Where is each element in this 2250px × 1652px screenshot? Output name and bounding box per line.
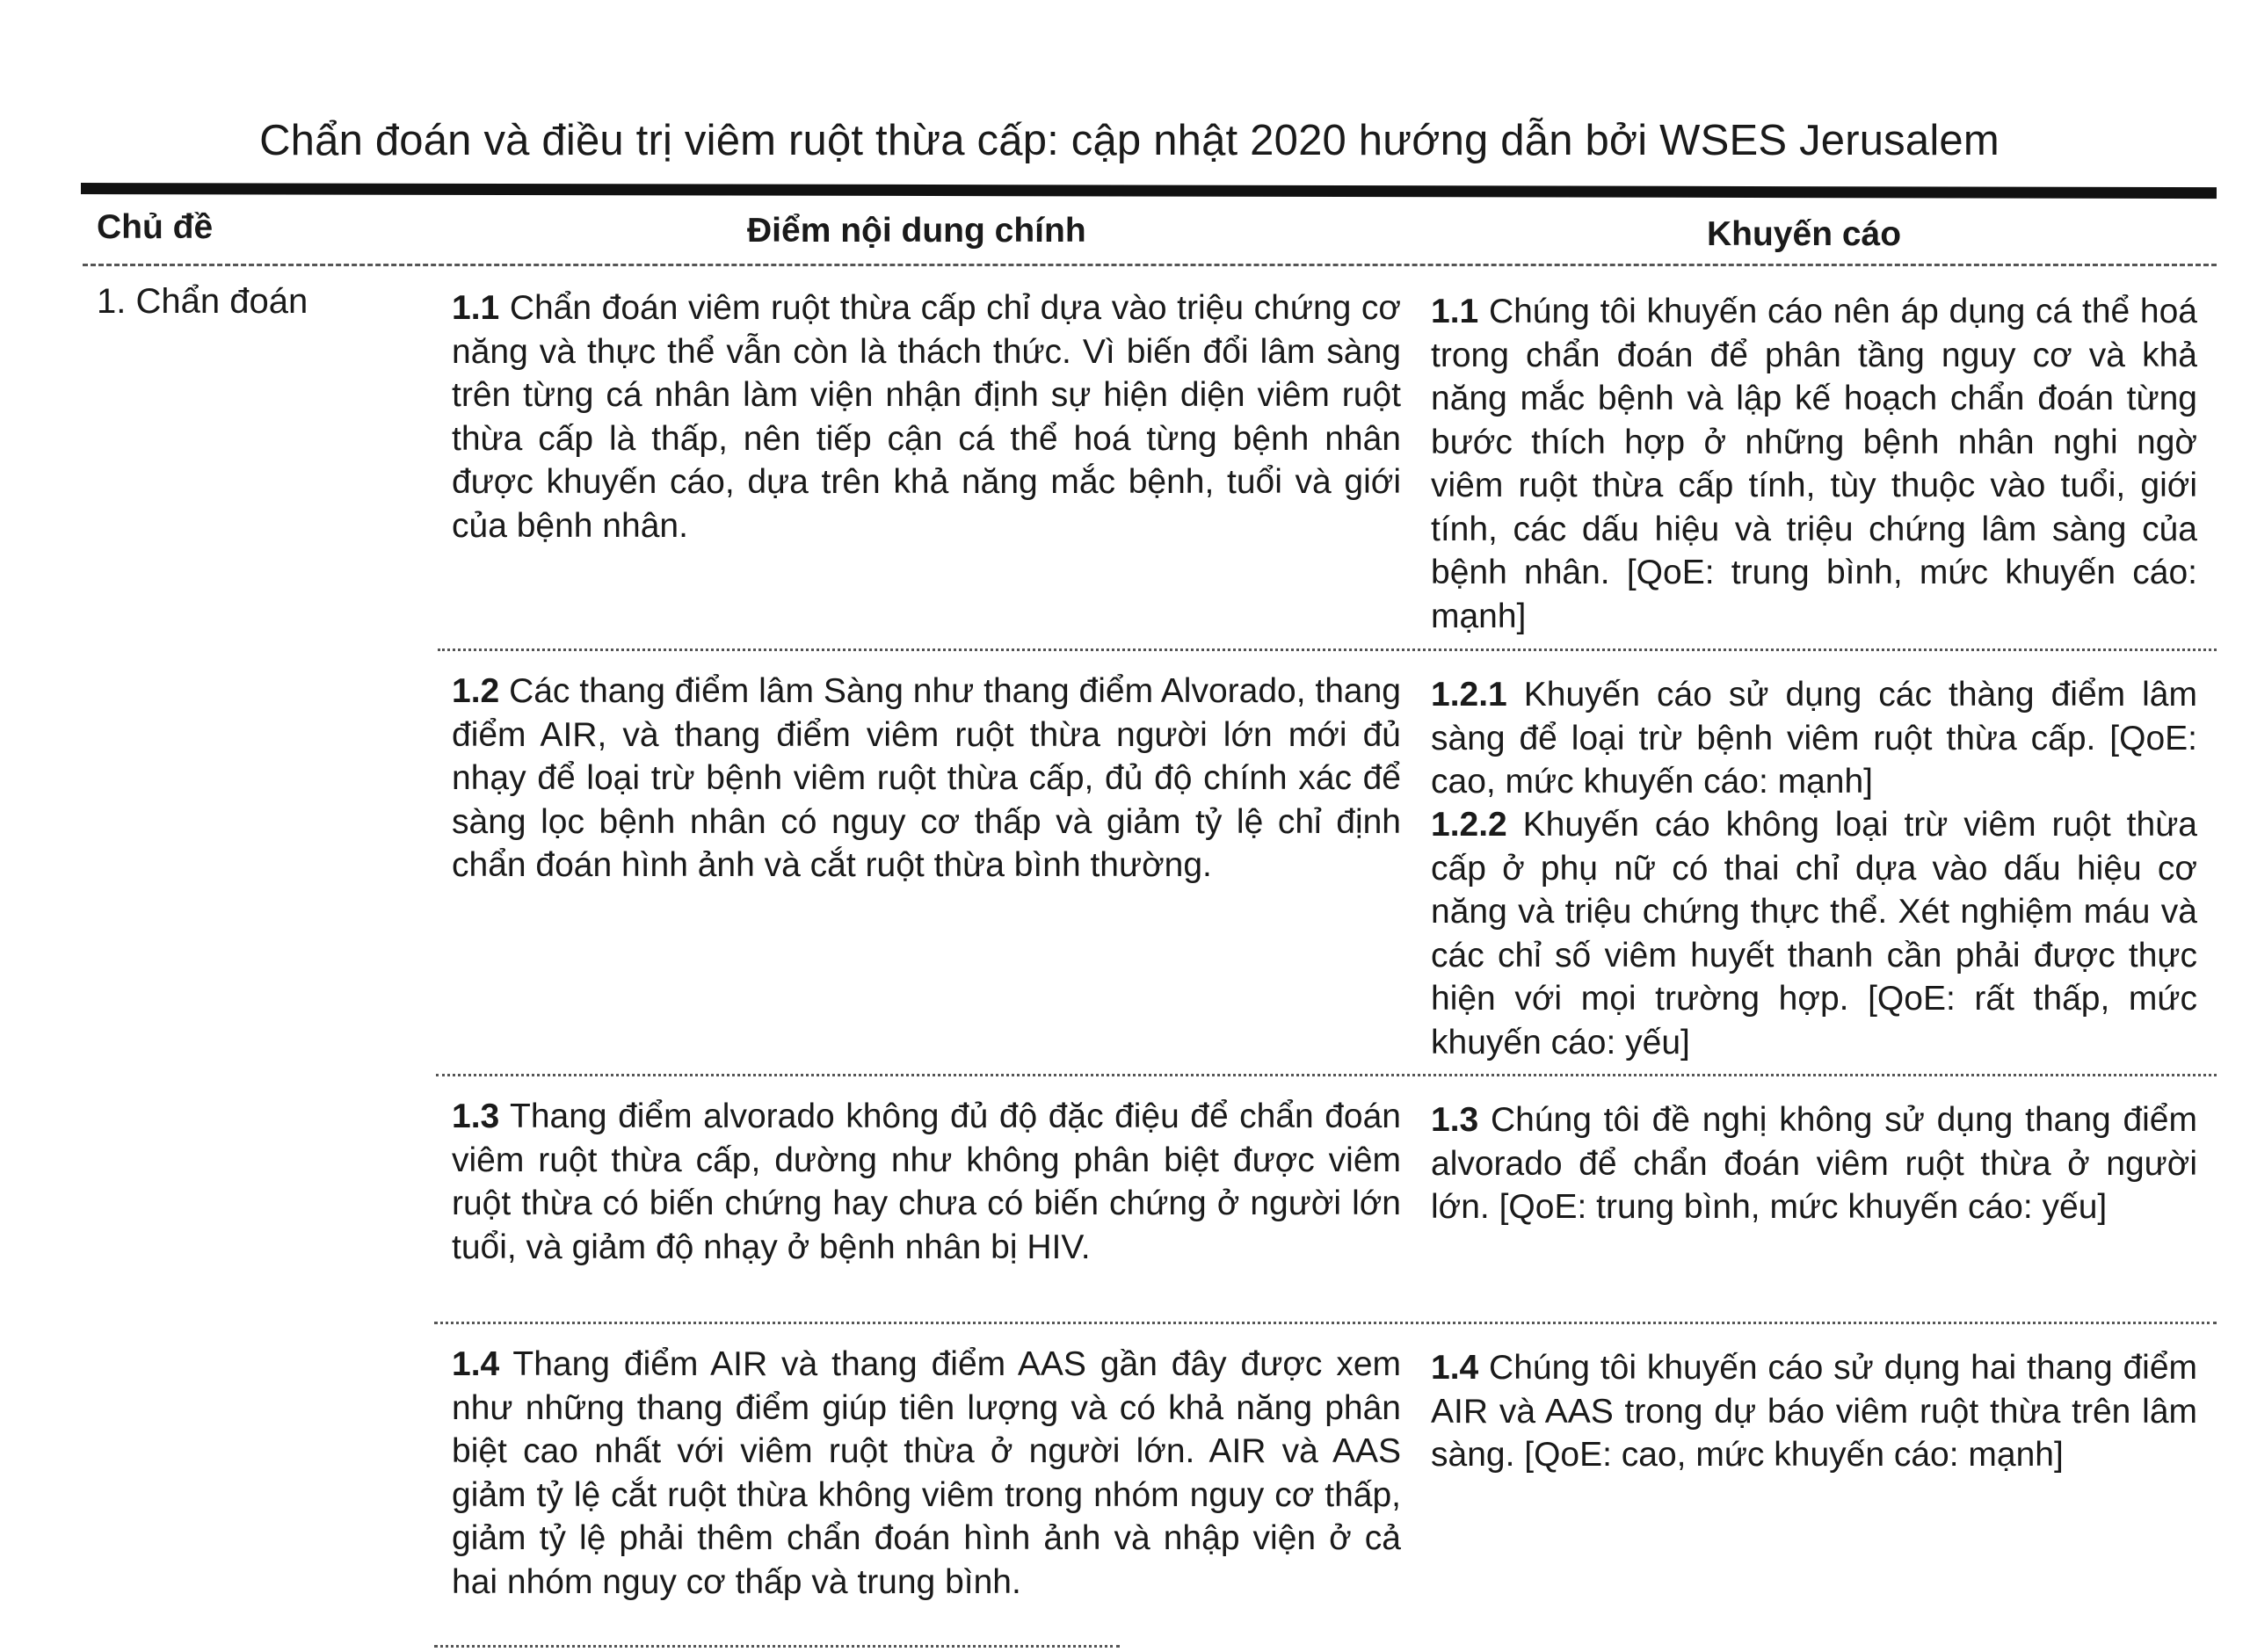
main-point-1-3 xyxy=(452,1095,1401,1269)
document-title: Chẩn đoán và điều trị viêm ruột thừa cấp: cập nhật 2020 hướng dẫn bởi WSES Jerusalem xyxy=(259,117,2000,164)
recommendation-number: 1.2.1 xyxy=(1431,676,1507,714)
main-point-text: Chẩn đoán viêm ruột thừa cấp chỉ dựa vào triệu chứng cơ năng và thực thể vẫn còn là thách thức. Vì biến đổi lâm sàng trên từng cá nhân làm viện nhận định sự hiện diện viêm ruột thừa cấp là thấp, nên tiếp cận cá thể hoá từng bệnh nhân được khuyến cáo, dựa trên khả năng mắc bệnh, tuổi và giới của bệnh nhân. xyxy=(452,289,1401,545)
recommendation-text: Khuyến cáo không loại trừ viêm ruột thừa cấp ở phụ nữ có thai chỉ dựa vào dấu hiệu cơ năng và triệu chứng thực thể. Xét nghiệm máu và các chỉ số viêm huyết thanh cần phải được thực hiện với mọi trường hợp. [QoE: rất thấp, mức khuyến cáo: yếu] xyxy=(1431,806,2197,1061)
main-point-text: Thang điểm alvorado không đủ độ đặc điệu để chẩn đoán viêm ruột thừa cấp, dường như không phân biệt được viêm ruột thừa có biến chứng hay chưa có biến chứng ở người lớn tuổi, và giảm độ nhạy ở bệnh nhân bị HIV. xyxy=(452,1098,1401,1266)
main-point-text: Thang điểm AIR và thang điểm AAS gần đây được xem như những thang điểm giúp tiên lượng và có khả năng phân biệt cao nhất với viêm ruột thừa ở người lớn. AIR và AAS giảm tỷ lệ cắt ruột thừa không viêm trong nhóm nguy cơ thấp, giảm tỷ lệ phải thêm chẩn đoán hình ảnh và nhập viện ở cả hai nhóm nguy cơ thấp và trung bình. xyxy=(452,1345,1401,1601)
row-divider xyxy=(436,1074,2217,1076)
recommendation-1-2-1 xyxy=(1431,673,2197,804)
main-point-number: 1.4 xyxy=(452,1345,500,1383)
table-header-row xyxy=(81,198,2217,264)
recommendation-text: Chúng tôi khuyến cáo sử dụng hai thang điểm AIR và AAS trong dự báo viêm ruột thừa trên lâm sàng. [QoE: cao, mức khuyến cáo: mạnh] xyxy=(1431,1349,2197,1474)
title-rule xyxy=(81,183,2217,199)
main-point-number: 1.1 xyxy=(452,289,500,327)
recommendation-text: Khuyến cáo sử dụng các thàng điểm lâm sàng để loại trừ bệnh viêm ruột thừa cấp. [QoE: cao, mức khuyến cáo: mạnh] xyxy=(1431,676,2197,801)
main-point-text: Các thang điểm lâm Sàng như thang điểm Alvorado, thang điểm AIR, và thang điểm viêm ruột thừa người lớn mới đủ nhạy để loại trừ bệnh viêm ruột thừa cấp, đủ độ chính xác để sàng lọc bệnh nhân có nguy cơ thấp và giảm tỷ lệ chỉ định chẩn đoán hình ảnh và cắt ruột thừa bình thường. xyxy=(452,672,1401,884)
table-bottom-divider xyxy=(434,1645,1120,1648)
recommendation-1-3 xyxy=(1431,1098,2197,1229)
recommendation-1-4 xyxy=(1431,1346,2197,1477)
recommendation-number: 1.3 xyxy=(1431,1101,1479,1139)
recommendation-1-2-2 xyxy=(1431,803,2197,1064)
header-topic: Chủ đề xyxy=(97,208,214,246)
recommendation-text: Chúng tôi đề nghị không sử dụng thang điểm alvorado để chẩn đoán viêm ruột thừa ở người lớn. [QoE: trung bình, mức khuyến cáo: yếu] xyxy=(1431,1101,2197,1226)
main-point-1-4 xyxy=(452,1343,1401,1604)
recommendation-1-1 xyxy=(1431,290,2197,638)
header-main-points: Điểm nội dung chính xyxy=(747,212,1086,250)
main-point-1-1 xyxy=(452,286,1401,547)
recommendation-number: 1.1 xyxy=(1431,293,1479,330)
main-point-number: 1.3 xyxy=(452,1098,500,1135)
row-divider xyxy=(438,648,2217,651)
recommendation-number: 1.2.2 xyxy=(1431,806,1507,844)
row-divider xyxy=(434,1322,2217,1324)
header-divider xyxy=(83,264,2217,266)
topic-diagnosis: 1. Chẩn đoán xyxy=(97,282,308,321)
recommendation-text: Chúng tôi khuyến cáo nên áp dụng cá thể hoá trong chẩn đoán để phân tầng nguy cơ và khả năng mắc bệnh và lập kế hoạch chẩn đoán từng bước thích hợp ở những bệnh nhân nghi ngờ viêm ruột thừa cấp tính, tùy thuộc vào tuổi, giới tính, các dấu hiệu và triệu chứng lâm sàng của bệnh nhân. [QoE: trung bình, mức khuyến cáo: mạnh] xyxy=(1431,293,2197,635)
main-point-number: 1.2 xyxy=(452,672,500,710)
main-point-1-2 xyxy=(452,670,1401,888)
recommendation-number: 1.4 xyxy=(1431,1349,1479,1387)
header-recommendations: Khuyến cáo xyxy=(1707,215,1902,253)
